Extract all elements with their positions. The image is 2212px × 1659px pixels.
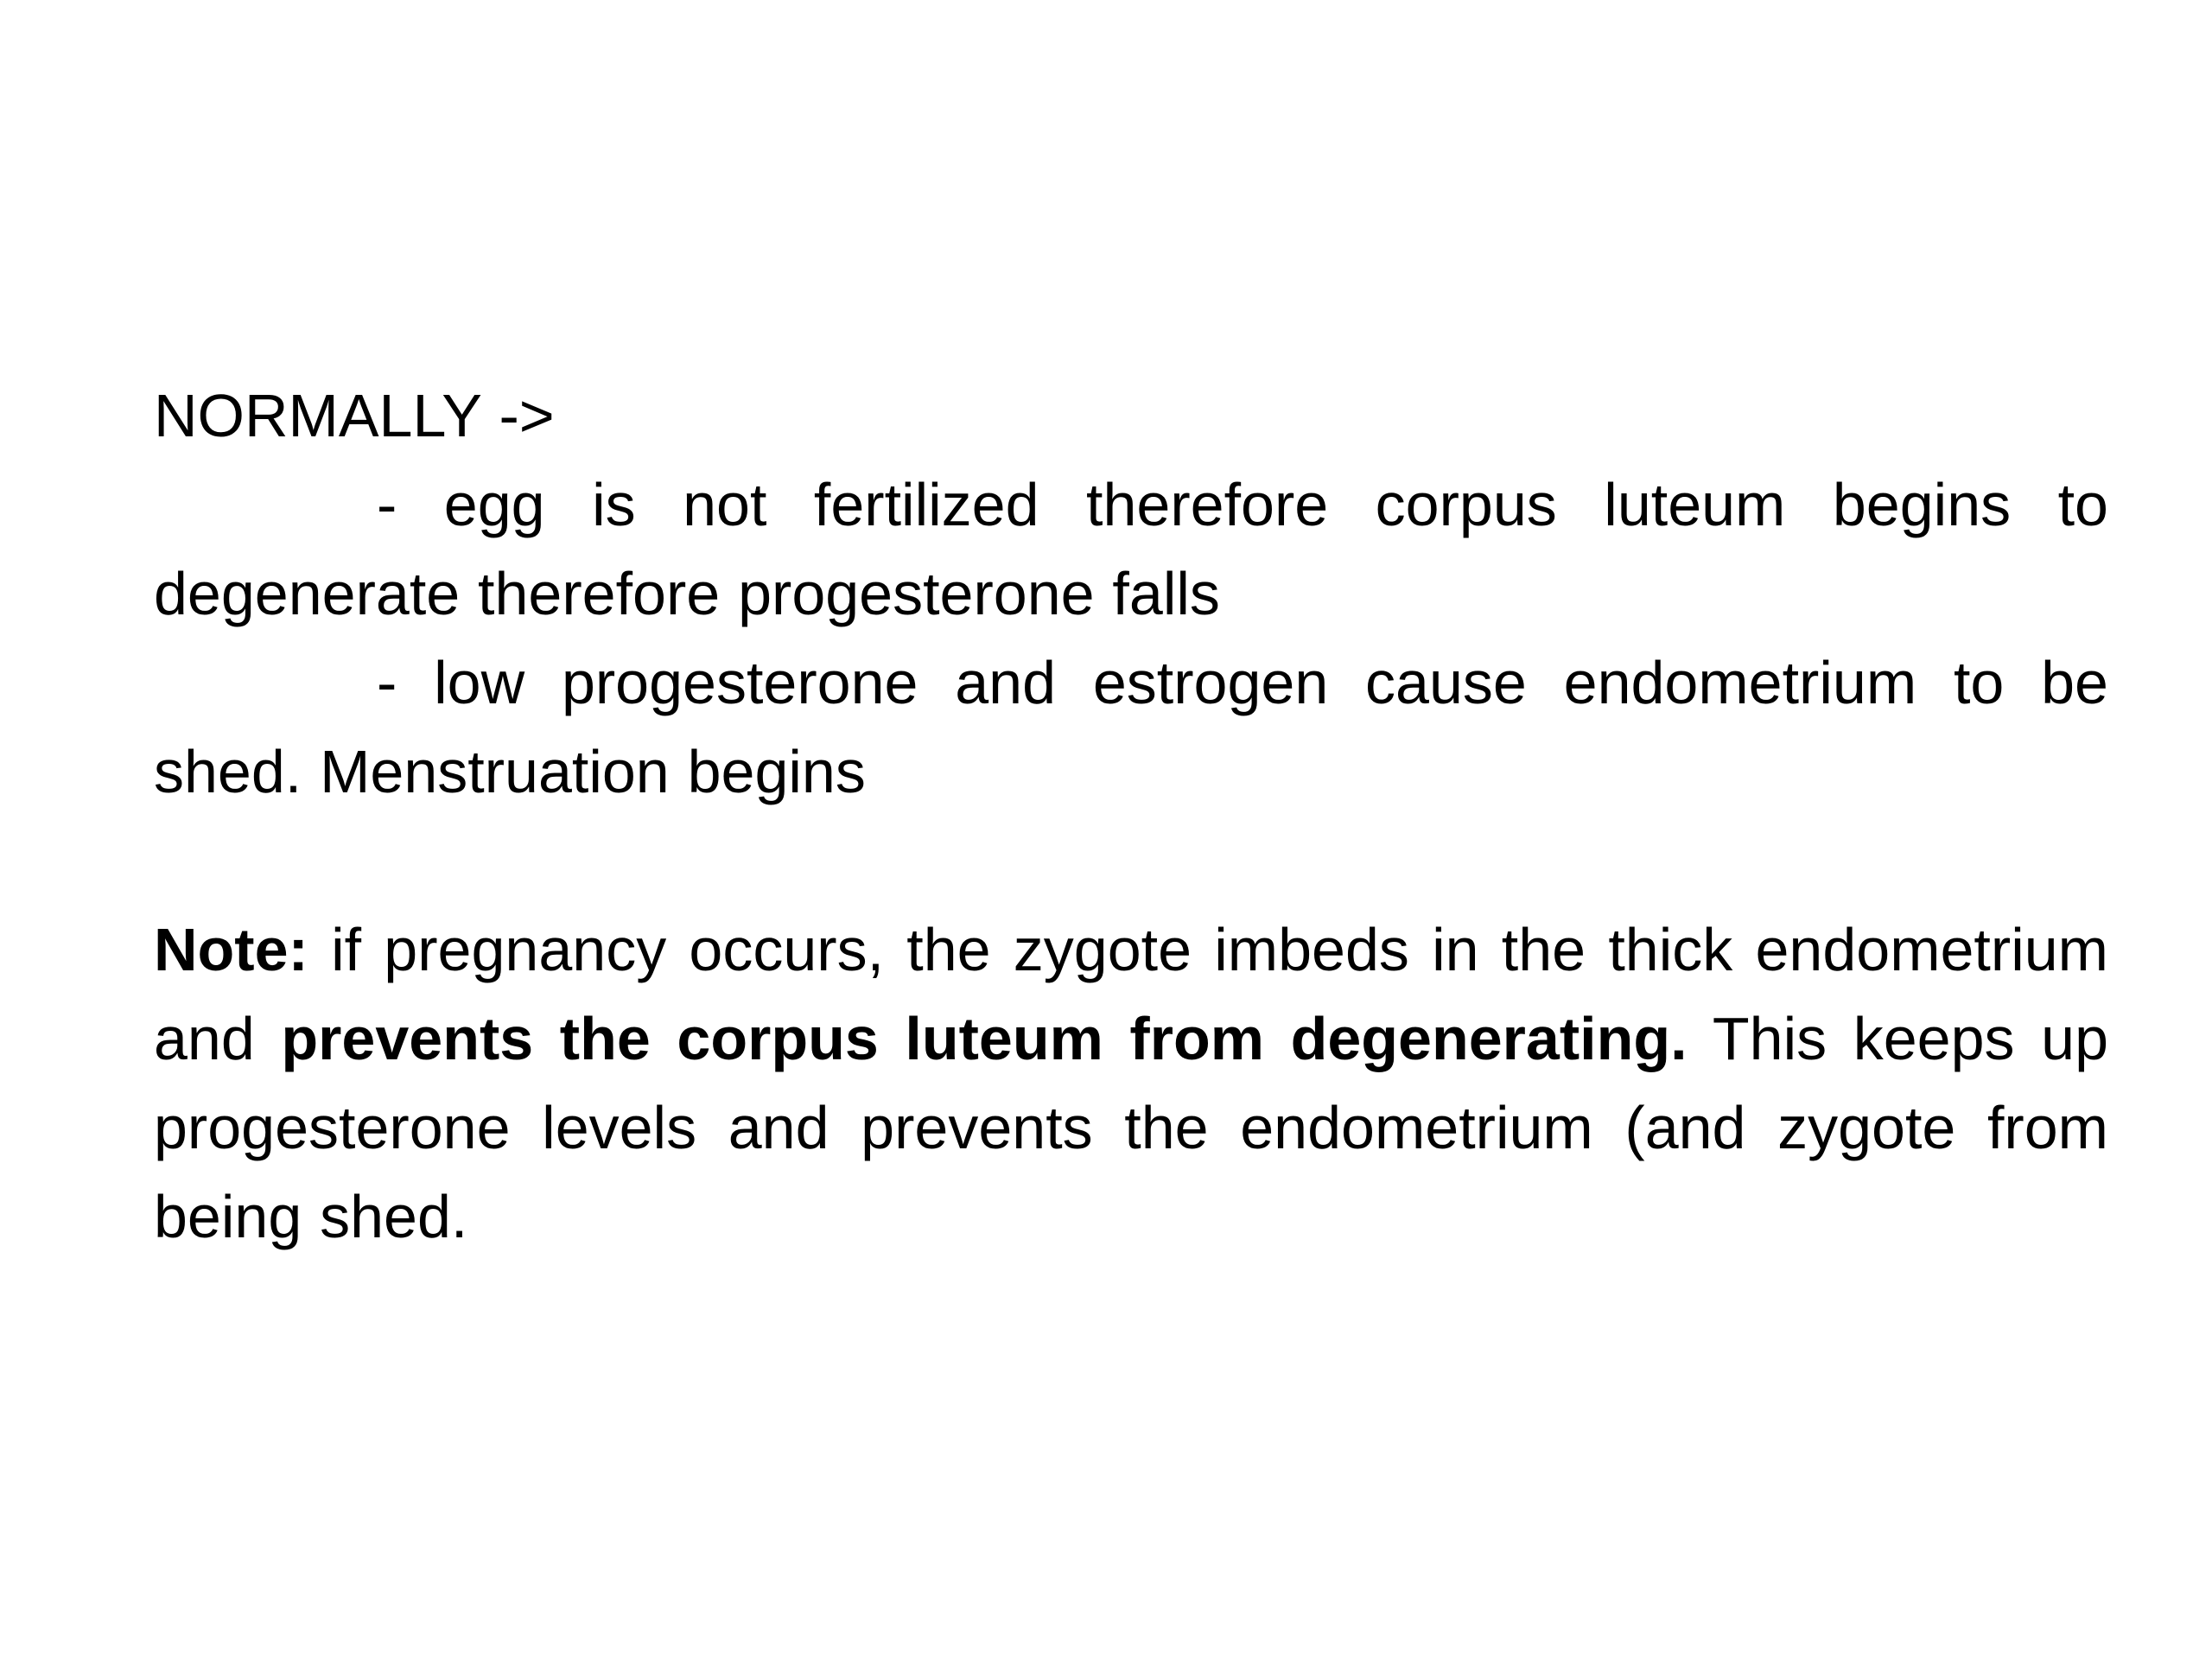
bullet-egg-not-fertilized: - egg is not fertilized therefore corpus luteum begins to degenerate therefore progesterone falls (154, 471, 2108, 627)
note-text-2: This keeps up progesterone levels and prevents the endometrium (and zygote from being shed. (154, 1005, 2108, 1250)
note-text-1: if pregnancy occurs, the zygote imbeds in the thick endometrium and (154, 916, 2108, 1072)
bullet-low-progesterone: - low progesterone and estrogen cause endometrium to be shed. Menstruation begins (154, 649, 2108, 805)
paragraph-spacer (154, 817, 2108, 906)
note-paragraph (154, 906, 2108, 1262)
note-bold-text: prevents the corpus luteum from degenerating. (281, 1005, 1688, 1072)
heading-normally: NORMALLY -> (154, 382, 555, 449)
slide-body (154, 372, 2108, 1262)
note-label: Note: (154, 916, 308, 983)
